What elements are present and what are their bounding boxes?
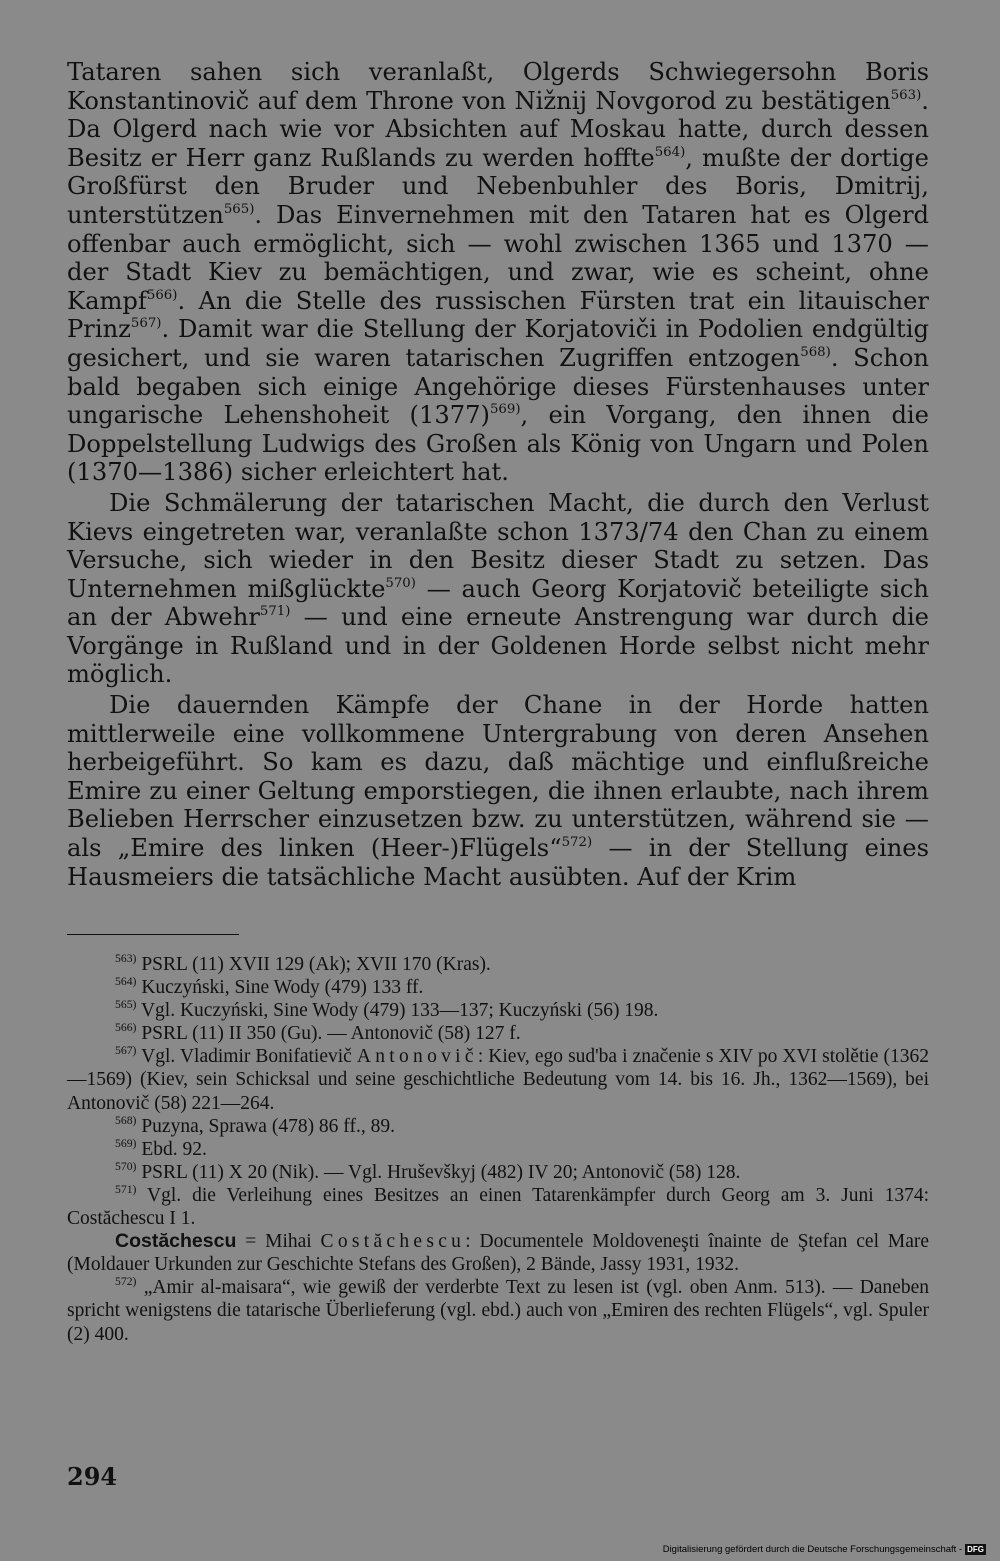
footnote-ref-564: 564)	[654, 144, 686, 160]
text-run: — in der Stellung eines Hausmeiers die tatsächliche Macht ausübten. Auf der Krim	[67, 834, 929, 891]
footnote-number: 572)	[115, 1275, 137, 1289]
footnote-costachescu	[67, 1230, 929, 1276]
text-run: , mußte der dortige Großfürst den Bruder und Nebenbuhler des Boris, Dmitrij, unterstützen	[67, 143, 929, 229]
paragraph-3	[67, 691, 929, 891]
page-number: 294	[67, 1462, 118, 1491]
footnote-563	[67, 953, 929, 976]
text-run: . Schon bald begaben sich einige Angehörige dieses Fürstenhauses unter ungarische Lehenshoheit (1377)	[67, 343, 929, 430]
footnote-text: „Amir al-maisara“, wie gewiß der verderbte Text zu lesen ist (vgl. oben Anm. 513). — Daneben spricht wenigstens die tatarische Überlieferung (vgl. ebd.) auch von „Emiren des rechten Flügels“, vgl. Spuler (2) 400.	[67, 1277, 929, 1345]
footnote-separator	[67, 934, 239, 935]
footnote-571	[67, 1184, 929, 1230]
footnote-text: Vgl. die Verleihung eines Besitzes an einen Tatarenkämpfer durch Georg am 3. Juni 1374: Costăchescu I 1.	[67, 1184, 929, 1230]
footnote-text: PSRL (11) XVII 129 (Ak); XVII 170 (Kras).	[136, 954, 491, 975]
footnote-ref-571: 571)	[259, 604, 291, 620]
credit-text: Digitalisierung gefördert durch die Deutsche Forschungsgemeinschaft -	[662, 1544, 963, 1555]
footnote-ref-569: 569)	[489, 402, 521, 418]
footnote-566	[67, 1022, 929, 1045]
text-run: Die dauernden Kämpfe der Chane in der Horde hatten mittlerweile eine vollkommene Untergrabung von deren Ansehen herbeigeführt. So kam es dazu, daß mächtige und einflußreiche Emire zu einer Geltung emporstiegen, die ihnen erlaubte, nach ihrem Belieben Herrscher einzusetzen bzw. zu unterstützen, während sie — als „Emire des linken (Heer-)Flügels“	[67, 691, 929, 863]
text-run: . Da Olgerd nach wie vor Absichten auf Moskau hatte, durch dessen Besitz er Herr ganz Rußlands zu werden hoffte	[67, 86, 929, 172]
footnote-text: : Kiev, ego sud'ba i značenie s XIV po XVI stolětie (1362—1569) (Kiev, sein Schicksal und seine geschichtliche Bedeutung vom 14. bis 16. Jh., 1362—1569), bei Antonovič (58) 221—264.	[67, 1046, 929, 1114]
footnote-number: 564)	[115, 974, 137, 988]
footnote-number: 570)	[115, 1159, 137, 1173]
footnotes	[67, 953, 929, 1346]
text-run: , ein Vorgang, den ihnen die Doppelstellung Ludwigs des Großen als König von Ungarn und Polen (1370—1386) sicher erleichtert hat.	[67, 401, 929, 487]
footnote-text: = Mihai	[236, 1231, 321, 1253]
text-run: . Damit war die Stellung der Korjatoviči in Podolien endgültig gesichert, und sie waren tatarischen Zugriffen entzogen	[67, 315, 929, 372]
text-run: . An die Stelle des russischen Fürsten trat ein litauischer Prinz	[67, 286, 929, 344]
text-run: Die Schmälerung der tatarischen Macht, die durch den Verlust Kievs eingetreten war, veranlaßte schon 1373/74 den Chan zu einem Versuche, sich wieder in den Besitz dieser Stadt zu setzen. Das Unternehmen mißglückte	[67, 488, 929, 603]
footnote-ref-566: 566)	[146, 287, 178, 303]
footnote-text: Kuczyński, Sine Wody (479) 133 ff.	[136, 977, 424, 999]
text-run: — auch Georg Korjatovič beteiligte sich an der Abwehr	[67, 574, 930, 632]
footnote-text: Vgl. Vladimir Bonifatievič	[136, 1046, 357, 1068]
footnote-ref-563: 563)	[890, 87, 922, 103]
footnote-number: 571)	[115, 1182, 137, 1196]
digitization-credit	[663, 1544, 986, 1555]
footnote-text: Ebd. 92.	[136, 1138, 207, 1160]
footnote-ref-568: 568)	[800, 344, 831, 360]
footnote-ref-565: 565)	[223, 202, 255, 217]
footnote-ref-567: 567)	[130, 316, 162, 332]
footnote-text: : Documentele Moldoveneşti înainte de Ştefan cel Mare (Moldauer Urkunden zur Geschichte Stefans des Großen), 2 Bände, Jassy 1931, 1932.	[67, 1231, 929, 1276]
main-text	[67, 58, 929, 891]
footnote-text: Vgl. Kuczyński, Sine Wody (479) 133—137; Kuczyński (56) 198.	[136, 1000, 659, 1022]
footnote-ref-570: 570)	[385, 575, 416, 591]
footnote-number: 565)	[115, 998, 137, 1011]
abbreviation-key: Costăchescu	[115, 1230, 237, 1253]
footnote-number: 563)	[115, 951, 137, 965]
text-run: — und eine erneute Anstrengung war durch die Vorgänge in Rußland und in der Goldenen Horde selbst nicht mehr möglich.	[67, 603, 929, 689]
footnote-569	[67, 1138, 929, 1161]
footnote-number: 567)	[115, 1044, 137, 1058]
paragraph-2	[67, 489, 929, 689]
text-run: Tataren sahen sich veranlaßt, Olgerds Schwiegersohn Boris Konstantinovič auf dem Throne von Nižnij Novgorod zu bestätigen	[67, 58, 929, 115]
footnote-564	[67, 976, 929, 999]
footnote-text: PSRL (11) X 20 (Nik). — Vgl. Hruševškyj (482) IV 20; Antonovič (58) 128.	[136, 1161, 741, 1183]
author-name-spaced: Antonovič	[356, 1046, 478, 1068]
footnote-text: Puzyna, Sprawa (478) 86 ff., 89.	[136, 1115, 395, 1137]
author-name-spaced: Costăchescu	[320, 1231, 466, 1253]
footnote-572	[67, 1276, 929, 1345]
footnote-number: 569)	[115, 1136, 137, 1150]
footnote-ref-572: 572)	[561, 835, 593, 851]
dfg-logo: DFG	[967, 1545, 984, 1554]
footnote-565	[67, 999, 929, 1022]
text-run: . Das Einvernehmen mit den Tataren hat es Olgerd offenbar auch ermöglicht, sich — wohl zwischen 1365 und 1370 — der Stadt Kiev zu bemächtigen, und zwar, wie es scheint, ohne Kampf	[67, 200, 929, 315]
footnote-568	[67, 1115, 929, 1138]
paragraph-1	[67, 58, 929, 487]
footnote-text: PSRL (11) II 350 (Gu). — Antonovič (58) 127 f.	[136, 1023, 521, 1045]
footnote-570	[67, 1161, 929, 1184]
footnote-number: 568)	[115, 1113, 137, 1127]
footnote-567	[67, 1045, 929, 1114]
footnote-number: 566)	[115, 1021, 137, 1035]
